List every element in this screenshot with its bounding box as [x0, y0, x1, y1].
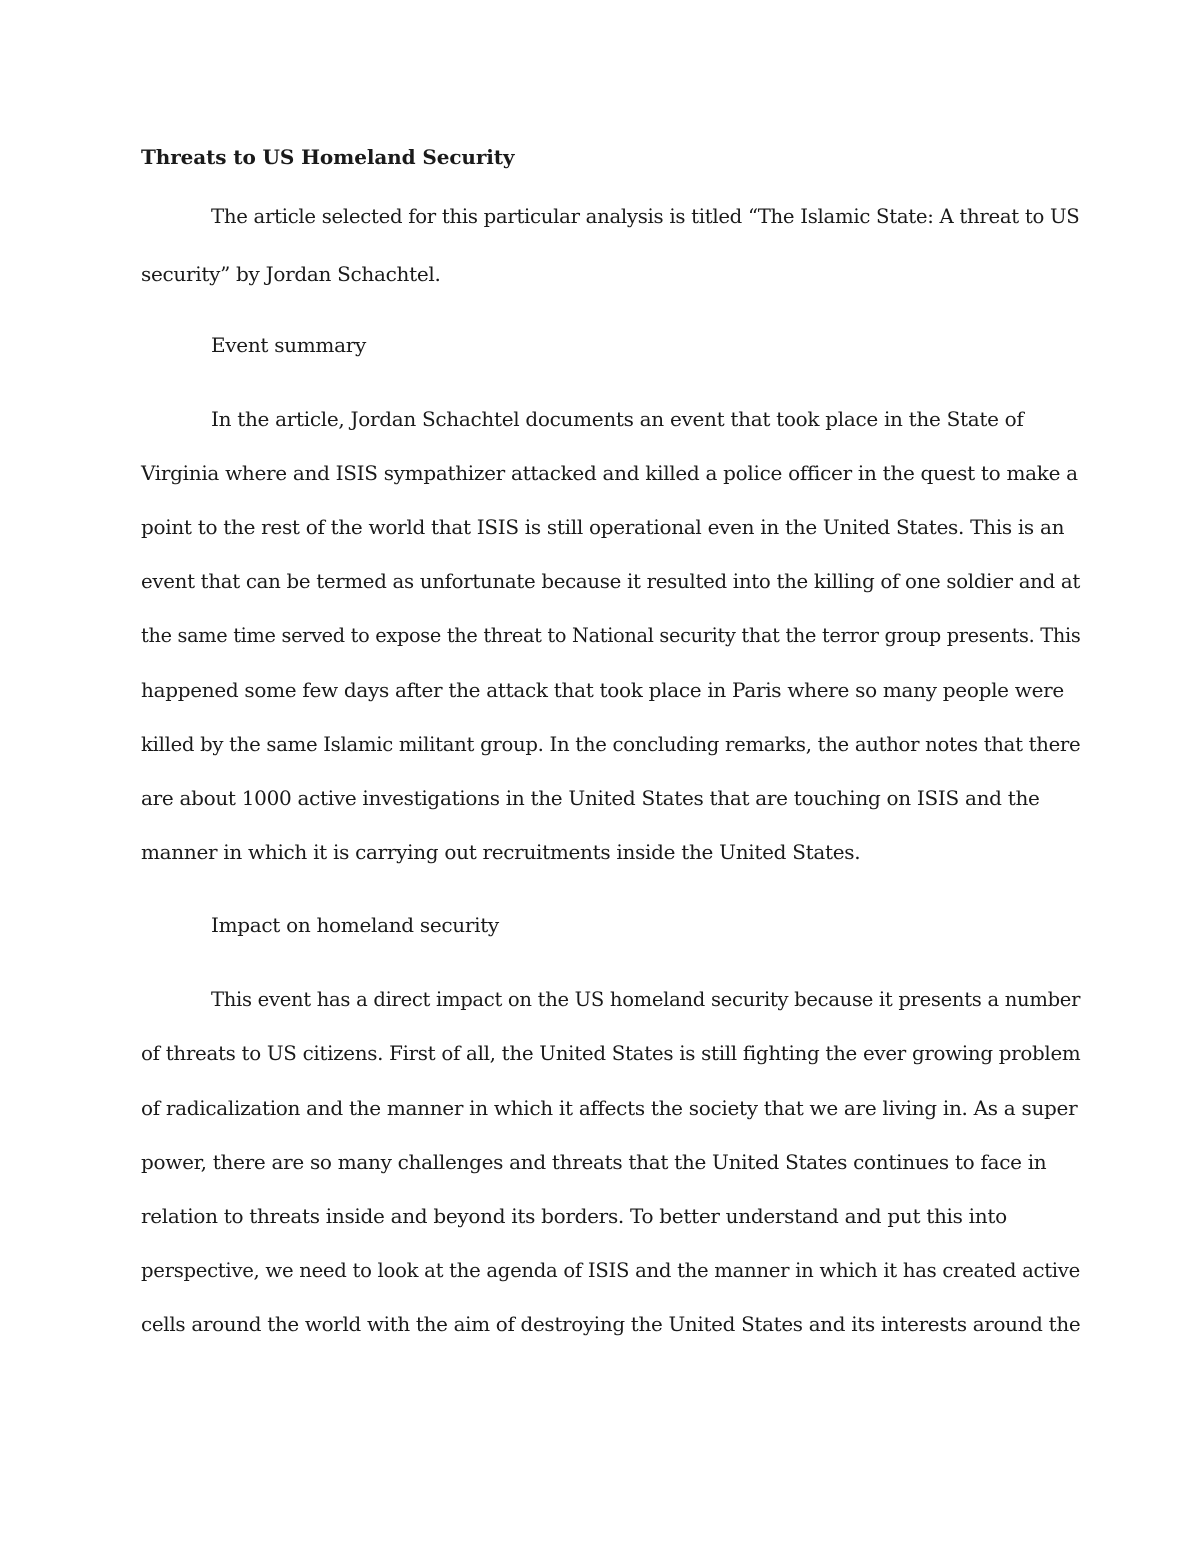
paragraph-line: of threats to US citizens. First of all, the United States is still fighting the ever growing problem [141, 1041, 1081, 1065]
paragraph-line: killed by the same Islamic militant group. In the concluding remarks, the author notes that there [141, 732, 1081, 756]
paragraph-line: The article selected for this particular analysis is titled “The Islamic State: A threat to US [211, 204, 1080, 228]
paragraph-line: relation to threats inside and beyond its borders. To better understand and put this into [141, 1204, 1007, 1228]
paragraph-line: the same time served to expose the threat to National security that the terror group presents. This [141, 623, 1081, 647]
paragraph-line: This event has a direct impact on the US homeland security because it presents a number [211, 987, 1081, 1011]
paragraph-line: event that can be termed as unfortunate because it resulted into the killing of one soldier and at [141, 569, 1081, 593]
paragraph-line: are about 1000 active investigations in the United States that are touching on ISIS and the [141, 786, 1040, 810]
paragraph-line: In the article, Jordan Schachtel documents an event that took place in the State of [211, 407, 1024, 431]
paragraph-line: of radicalization and the manner in which it affects the society that we are living in. As a super [141, 1096, 1078, 1120]
paragraph-line: Virginia where and ISIS sympathizer attacked and killed a police officer in the quest to make a [141, 461, 1078, 485]
section-heading-impact: Impact on homeland security [211, 913, 499, 937]
document-title: Threats to US Homeland Security [141, 145, 515, 169]
section-heading-event-summary: Event summary [211, 333, 366, 357]
paragraph-line: security” by Jordan Schachtel. [141, 262, 441, 286]
paragraph-line: power, there are so many challenges and threats that the United States continues to face in [141, 1150, 1047, 1174]
paragraph-line: point to the rest of the world that ISIS is still operational even in the United States. This is an [141, 515, 1065, 539]
paragraph-line: manner in which it is carrying out recruitments inside the United States. [141, 840, 861, 864]
paragraph-line: happened some few days after the attack that took place in Paris where so many people were [141, 678, 1064, 702]
paragraph-line: perspective, we need to look at the agenda of ISIS and the manner in which it has created active [141, 1258, 1080, 1282]
paragraph-line: cells around the world with the aim of destroying the United States and its interests around the [141, 1312, 1081, 1336]
